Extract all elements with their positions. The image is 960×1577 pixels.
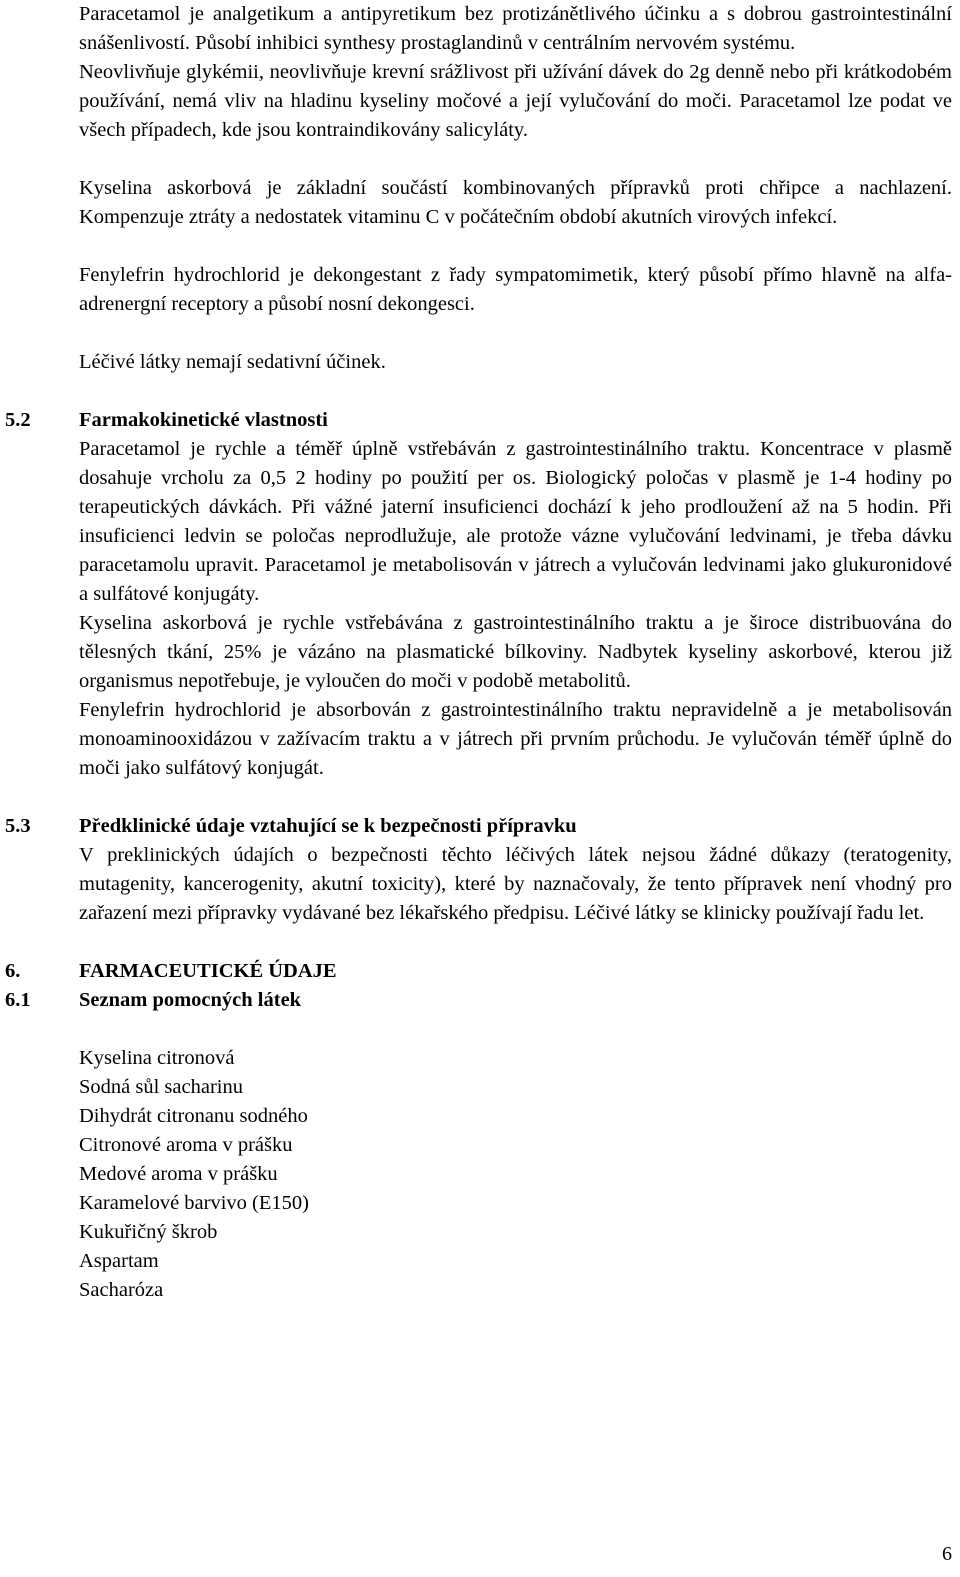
list-item: Dihydrát citronanu sodného [79, 1105, 308, 1127]
paragraph-sedativni: Léčivé látky nemají sedativní účinek. [79, 351, 386, 373]
list-item: Aspartam [79, 1250, 159, 1272]
section-number: 6.1 [5, 989, 31, 1011]
section-title: FARMACEUTICKÉ ÚDAJE [79, 960, 337, 982]
list-item: Sodná sůl sacharinu [79, 1076, 243, 1098]
list-item: Citronové aroma v prášku [79, 1134, 293, 1156]
section-6-1 [5, 986, 952, 1015]
paragraph-pk-fenylefrin: Fenylefrin hydrochlorid je absorbován z gastrointestinálního traktu nepravidelně a je metabolisován monoaminooxidázou v zažívacím traktu a v játrech při prvním průchodu. Je vylučován téměř úplně do moči jako sulfátový konjugát. [79, 699, 952, 779]
page-number: 6 [942, 1543, 952, 1565]
section-6 [5, 957, 952, 986]
list-item: Karamelové barvivo (E150) [79, 1192, 309, 1214]
document-body [5, 0, 952, 1305]
section-number: 6. [5, 960, 21, 982]
paragraph-kyselina-askorbova: Kyselina askorbová je základní součástí kombinovaných přípravků proti chřipce a nachlazení. Kompenzuje ztráty a nedostatek vitaminu C v počátečním období akutních virových infekcí. [79, 177, 952, 228]
list-item: Medové aroma v prášku [79, 1163, 278, 1185]
section-number: 5.3 [5, 815, 31, 837]
section-title: Farmakokinetické vlastnosti [79, 409, 328, 431]
paragraph-preklinicke: V preklinických údajích o bezpečnosti těchto léčivých látek nejsou žádné důkazy (teratogenity, mutagenity, kancerogenity, akutní toxicity), které by naznačovaly, že tento přípravek není vhodný pro zařazení mezi přípravky vydávané bez lékařského předpisu. Léčivé látky se klinicky používají řadu let. [79, 844, 952, 924]
list-item: Sacharóza [79, 1279, 164, 1301]
section-title: Seznam pomocných látek [79, 989, 302, 1011]
paragraph-paracetamol: Paracetamol je analgetikum a antipyretikum bez protizánětlivého účinku a s dobrou gastrointestinální snášenlivostí. Působí inhibici synthesy prostaglandinů v centrálním nervovém systému. [79, 3, 952, 54]
section-5-2 [5, 406, 952, 783]
section-5-3 [5, 812, 952, 928]
list-item: Kukuřičný škrob [79, 1221, 218, 1243]
excipient-list [79, 1044, 952, 1305]
paragraph-pk-paracetamol: Paracetamol je rychle a téměř úplně vstřebáván z gastrointestinálního traktu. Koncentrace v plasmě dosahuje vrcholu za 0,5 2 hodiny po použití per os. Biologický poločas v plasmě je 1-4 hodiny po terapeutických dávkách. Při vážné jaterní insuficienci dochází k jeho prodloužení až na 5 hodin. Při insuficienci ledvin se poločas neprodlužuje, ale protože vázne vylučování ledvinami, je třeba dávku paracetamolu upravit. Paracetamol je metabolisován v játrech a vylučován ledvinami jako glukuronidové a sulfátové konjugáty. [79, 438, 952, 605]
section-number: 5.2 [5, 409, 31, 431]
paragraph-glykemie: Neovlivňuje glykémii, neovlivňuje krevní srážlivost při užívání dávek do 2g denně nebo při krátkodobém používání, nemá vliv na hladinu kyseliny močové a její vylučování do moči. Paracetamol lze podat ve všech případech, kde jsou kontraindikovány salicyláty. [79, 61, 952, 141]
paragraph-fenylefrin: Fenylefrin hydrochlorid je dekongestant z řady sympatomimetik, který působí přímo hlavně na alfa-adrenergní receptory a působí nosní dekongesci. [79, 264, 952, 315]
section-title: Předklinické údaje vztahující se k bezpečnosti přípravku [79, 815, 577, 837]
paragraph-pk-askorbova: Kyselina askorbová je rychle vstřebávána z gastrointestinálního traktu a je široce distribuována do tělesných tkání, 25% je vázáno na plasmatické bílkoviny. Nadbytek kyseliny askorbové, kterou již organismus nepotřebuje, je vyloučen do moči v podobě metabolitů. [79, 612, 952, 692]
list-item: Kyselina citronová [79, 1047, 235, 1069]
